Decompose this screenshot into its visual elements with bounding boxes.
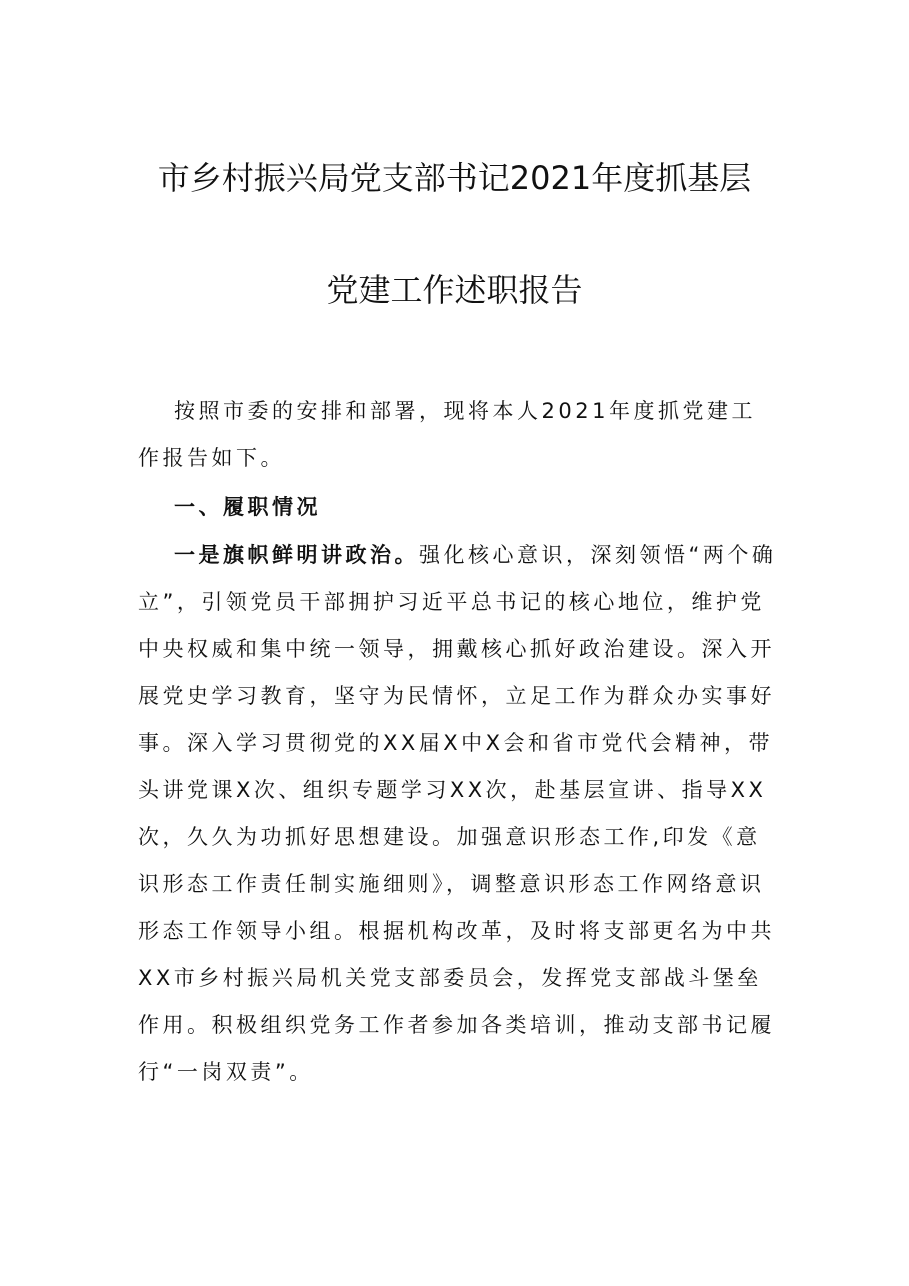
document-title-line-2: 党建工作述职报告 (326, 271, 583, 309)
intro-paragraph (138, 388, 778, 482)
section-heading-paragraph (138, 484, 778, 531)
intro-text: 按照市委的安排和部署，现将本人2021年度抓党建工作报告如下。 (138, 399, 756, 470)
document-title-line-1: 市乡村振兴局党支部书记2021年度抓基层 (157, 159, 752, 197)
item-1-lead: 一是旗帜鲜明讲政治。 (174, 543, 419, 567)
section-heading: 一、履职情况 (174, 495, 321, 519)
item-1-body: 强化核心意识，深刻领悟“两个确立”，引领党员干部拥护习近平总书记的核心地位，维护党中央权威和集中统一领导，拥戴核心抓好政治建设。深入开展党史学习教育，坚守为民情怀，立足工作为群众办实事好事。深入学习贯彻党的XX届X中X会和省市党代会精神，带头讲党课X次、组织专题学习XX次，赴基层宣讲、指导XX次，久久为功抓好思想建设。加强意识形态工作,印发《意识形态工作责任制实施细则》，调整意识形态工作网络意识形态工作领导小组。根据机构改革，及时将支部更名为中共XX市乡村振兴局机关党支部委员会，发挥党支部战斗堡垒作用。积极组织党务工作者参加各类培训，推动支部书记履行“一岗双责”。 (138, 543, 777, 1084)
item-1-paragraph (138, 532, 778, 1096)
